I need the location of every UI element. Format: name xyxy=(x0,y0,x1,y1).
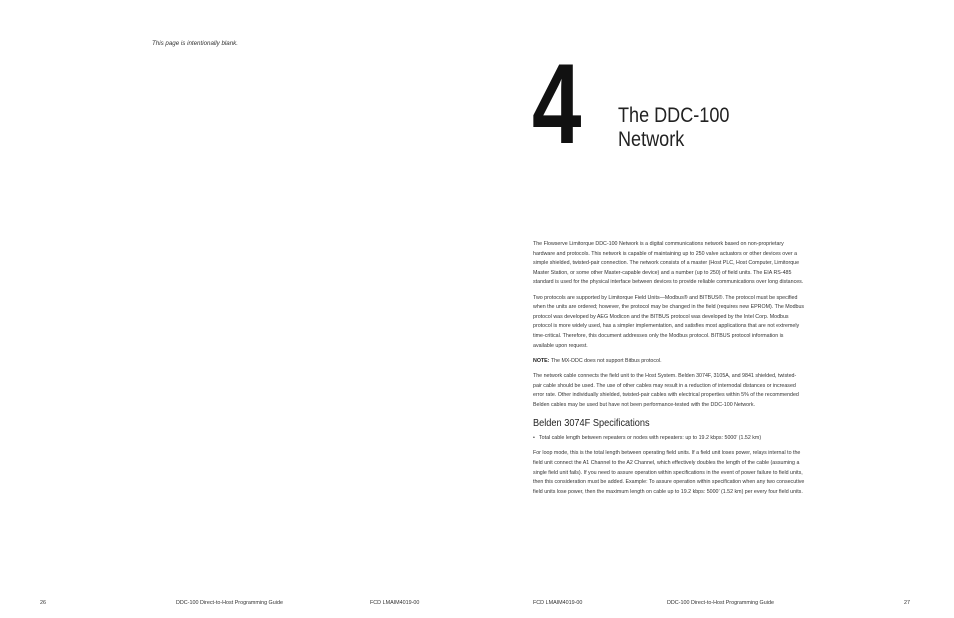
right-footer-guide-title: DDC-100 Direct-to-Host Programming Guide xyxy=(667,600,774,606)
note-label: NOTE: xyxy=(533,357,550,364)
left-page-number: 26 xyxy=(40,600,46,606)
chapter-title-line-2: Network xyxy=(618,128,685,151)
note-text: The MX-DDC does not support Bitbus protocol. xyxy=(549,357,662,364)
chapter-title-line-1: The DDC-100 xyxy=(618,104,730,127)
spec-bullet-item: • Total cable length between repeaters or nodes with repeaters: up to 19.2 kbps: 5000’ (1.52 km) xyxy=(533,434,805,444)
chapter-title xyxy=(618,104,790,152)
loop-mode-paragraph: For loop mode, this is the total length between operating field units. If a field unit loses power, relays internal to the field unit connect the A1 Channel to the A2 Channel, which effectively doubles the length of the cable (assuming a single field unit fails). If you need to assure operation within specifications in the event of power failure to field units, then this consideration must be added. Example: To assure operation within specification when any two consecutive field units lose power, then the maximum length on cable up to 19.2 kbps: 5000’ (1.52 km) per every four field units. xyxy=(533,450,805,495)
section-heading: Belden 3074F Specifications xyxy=(533,418,650,430)
left-footer-guide-title: DDC-100 Direct-to-Host Programming Guide xyxy=(176,600,283,606)
spec-bullet-list xyxy=(533,434,805,444)
protocols-paragraph: Two protocols are supported by Limitorque Field Units—Modbus® and BITBUS®. The protocol must be specified when the units are ordered; however, the protocol may be changed in the field (requires new EPROM). The Modbus protocol was developed by AEG Modicon and the BITBUS protocol was developed by the Intel Corp. Modbus protocol is more widely used, has a simpler implementation, and satisfies most applications that are not extremely time-critical. Therefore, this document addresses only the Modbus protocol. BITBUS protocol information is available upon request. xyxy=(533,294,805,349)
right-footer-doc-code: FCD LMAIM4019-00 xyxy=(533,600,583,606)
body-column xyxy=(533,240,805,503)
cable-paragraph: The network cable connects the field unit to the Host System. Belden 3074F, 3105A, and 9841 shielded, twisted-pair cable should be used. The use of other cables may result in a reduction of internodal distances or increased error rate. Other individually shielded, twisted-pair cables with electrical properties within 5% of the recommended Belden cables may be used but have not been performance-tested with the DDC-100 Network. xyxy=(533,372,799,408)
intro-paragraph: The Flowserve Limitorque DDC-100 Network is a digital communications network based on non-proprietary hardware and protocols. This network is capable of maintaining up to 250 valve actuators or other devices over a simple shielded, twisted-pair connection. The network consists of a master (Host PLC, Host Computer, Limitorque Master Station, or some other Master-capable device) and a number (up to 250) of field units. The EIA RS-485 standard is used for the physical interface between devices to provide reliable communications over long distances. xyxy=(533,241,804,286)
blank-page-note: This page is intentionally blank. xyxy=(152,40,238,47)
right-page-number: 27 xyxy=(904,600,910,606)
left-footer-doc-code: FCD LMAIM4019-00 xyxy=(370,600,420,606)
note-paragraph xyxy=(533,357,805,367)
chapter-number: 4 xyxy=(532,41,580,168)
